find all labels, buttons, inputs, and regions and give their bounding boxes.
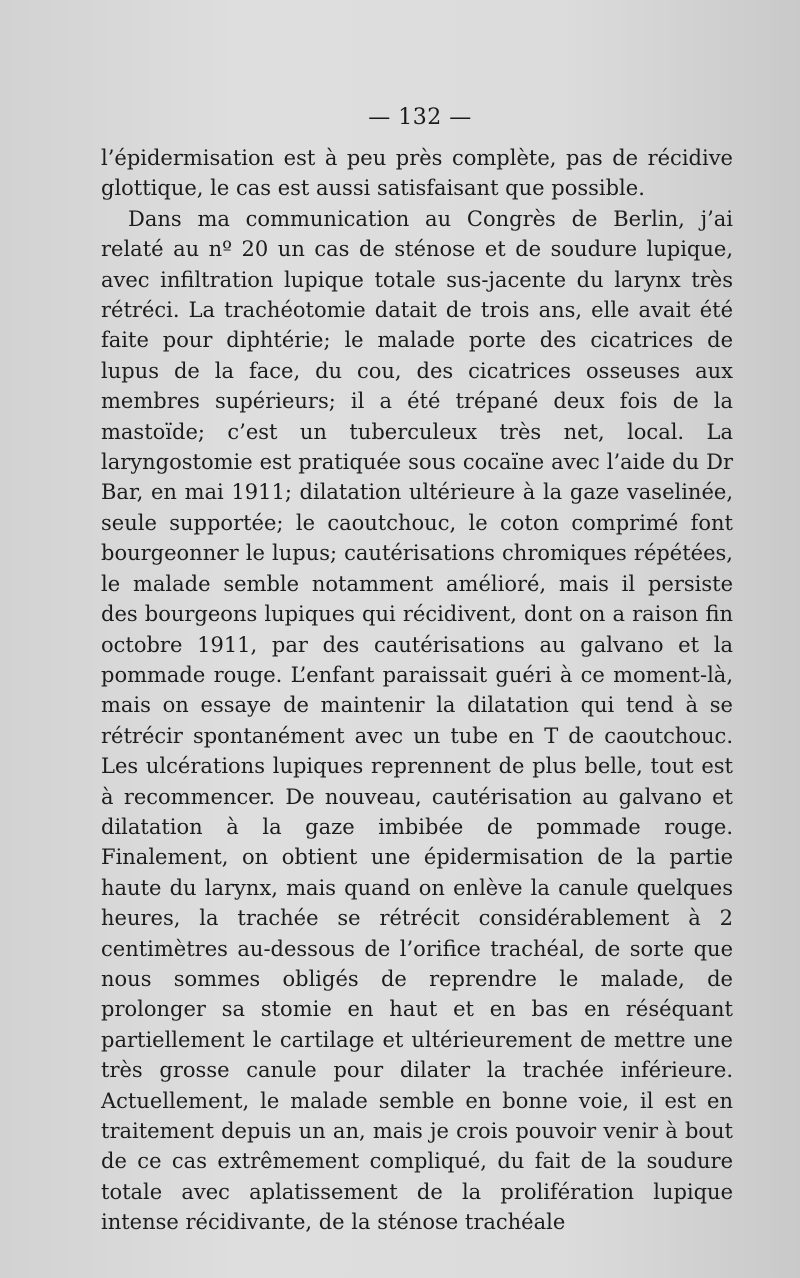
body-text <box>101 143 733 1238</box>
paragraph-2: Dans ma communication au Congrès de Berlin, j’ai relaté au nº 20 un cas de sténose et de soudure lupique, avec infiltration lupique totale sus-jacente du larynx très rétréci. La trachéotomie datait de trois ans, elle avait été faite pour diphtérie; le malade porte des cicatrices de lupus de la face, du cou, des cicatrices osseuses aux membres supérieurs; il a été trépané deux fois de la mastoïde; c’est un tuberculeux très net, local. La laryngostomie est pratiquée sous cocaïne avec l’aide du Dr Bar, en mai 1911; dilatation ultérieure à la gaze vaselinée, seule supportée; le caoutchouc, le coton comprimé font bourgeonner le lupus; cautérisations chromiques répétées, le malade semble notamment amélioré, mais il persiste des bourgeons lupiques qui récidivent, dont on a raison fin octobre 1911, par des cautérisations au galvano et la pommade rouge. L’enfant paraissait guéri à ce moment-là, mais on essaye de maintenir la dilatation qui tend à se rétrécir spontanément avec un tube en T de caoutchouc. Les ulcérations lupiques reprennent de plus belle, tout est à recommencer. De nouveau, cautérisation au galvano et dilatation à la gaze imbibée de pommade rouge. Finalement, on obtient une épidermisation de la partie haute du larynx, mais quand on enlève la canule quelques heures, la trachée se rétrécit considérablement à 2 centimètres au-dessous de l’orifice trachéal, de sorte que nous sommes obligés de reprendre le malade, de prolonger sa stomie en haut et en bas en réséquant partiellement le cartilage et ultérieurement de mettre une très grosse canule pour dilater la trachée inférieure. Actuellement, le malade semble en bonne voie, il est en traitement depuis un an, mais je crois pouvoir venir à bout de ce cas extrêmement compliqué, du fait de la soudure totale avec aplatissement de la prolifération lupique intense récidivante, de la sténose trachéale <box>101 206 733 1235</box>
paragraph-1: l’épidermisation est à peu près complète, pas de récidive glottique, le cas est aussi satisfaisant que possible. <box>101 146 733 201</box>
page-number: — 132 — <box>368 105 472 130</box>
